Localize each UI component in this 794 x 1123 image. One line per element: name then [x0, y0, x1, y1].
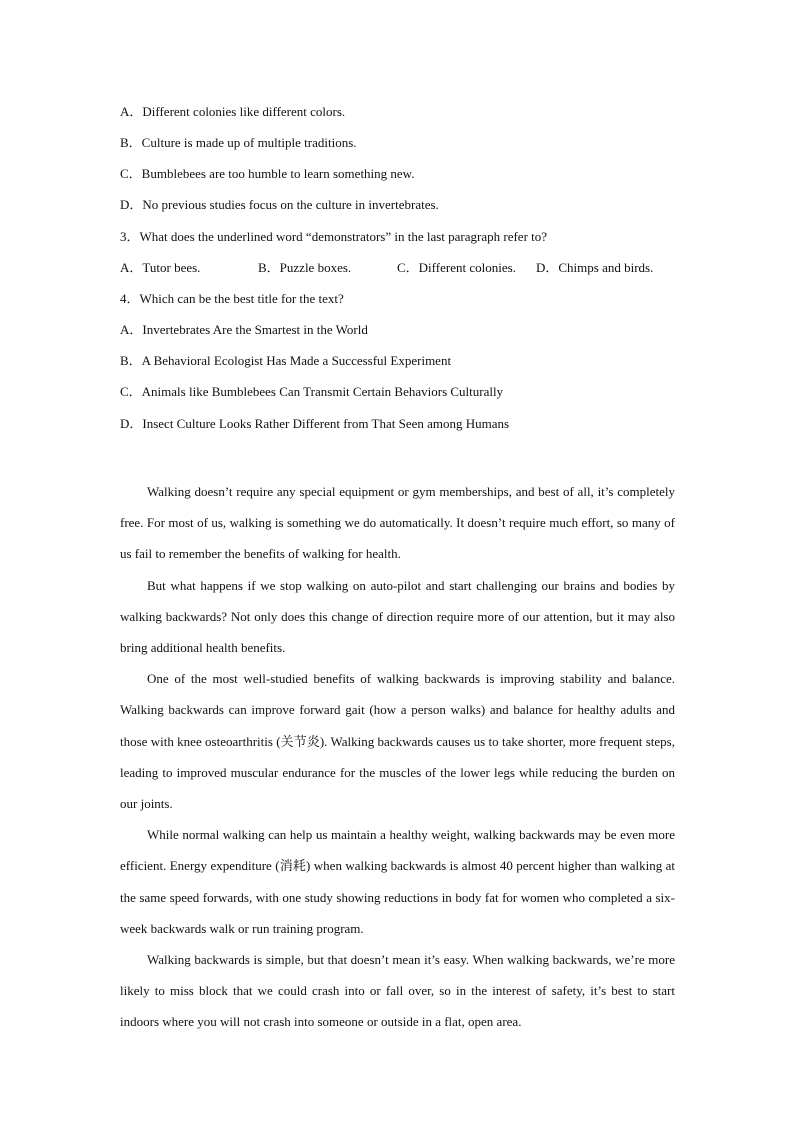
q3-option-a: A．Tutor bees.	[120, 260, 201, 275]
q3-option-d: D．Chimps and birds.	[536, 260, 654, 275]
passage-paragraph-1: Walking doesn’t require any special equipment or gym memberships, and best of all, it’s completely free. For most of us, walking is something we do automatically. It doesn’t require much effort, so many of us fail to remember the benefits of walking for health.	[120, 484, 675, 562]
q2-option-b: B．Culture is made up of multiple traditions.	[120, 135, 357, 150]
q3-option-c: C．Different colonies.	[397, 260, 516, 275]
q2-option-c: C．Bumblebees are too humble to learn something new.	[120, 166, 415, 181]
q4-option-a: A．Invertebrates Are the Smartest in the World	[120, 322, 368, 337]
q3-option-b: B．Puzzle boxes.	[258, 260, 352, 275]
q4-option-c: C．Animals like Bumblebees Can Transmit Certain Behaviors Culturally	[120, 384, 504, 399]
q4-question: 4．Which can be the best title for the text?	[120, 291, 344, 306]
q4-option-b: B．A Behavioral Ecologist Has Made a Successful Experiment	[120, 353, 452, 368]
q3-question: 3．What does the underlined word “demonstrators” in the last paragraph refer to?	[120, 229, 548, 244]
passage-paragraph-5: Walking backwards is simple, but that doesn’t mean it’s easy. When walking backwards, we’re more likely to miss block that we could crash into or fall over, so in the interest of safety, it’s best to start indoors where you will not crash into someone or outside in a flat, open area.	[120, 952, 675, 1030]
reading-passage	[120, 476, 675, 1038]
q2-option-d: D．No previous studies focus on the culture in invertebrates.	[120, 197, 439, 212]
passage-paragraph-3: One of the most well-studied benefits of walking backwards is improving stability and balance. Walking backwards can improve forward gait (how a person walks) and balance for healthy adults and those with knee osteoarthritis (关节炎). Walking backwards causes us to take shorter, more frequent steps, leading to improved muscular endurance for the muscles of the lower legs while reducing the burden on our joints.	[120, 671, 675, 812]
passage-paragraph-4: While normal walking can help us maintain a healthy weight, walking backwards may be even more efficient. Energy expenditure (消耗) when walking backwards is almost 40 percent higher than walking at the same speed forwards, with one study showing reductions in body fat for women who completed a six-week backwards walk or run training program.	[120, 827, 675, 936]
passage-paragraph-2: But what happens if we stop walking on auto-pilot and start challenging our brains and bodies by walking backwards? Not only does this change of direction require more of our attention, but it may also bring additional health benefits.	[120, 577, 675, 656]
q4-option-d: D．Insect Culture Looks Rather Different from That Seen among Humans	[120, 416, 510, 431]
q2-option-a: A．Different colonies like different colors.	[120, 104, 346, 119]
